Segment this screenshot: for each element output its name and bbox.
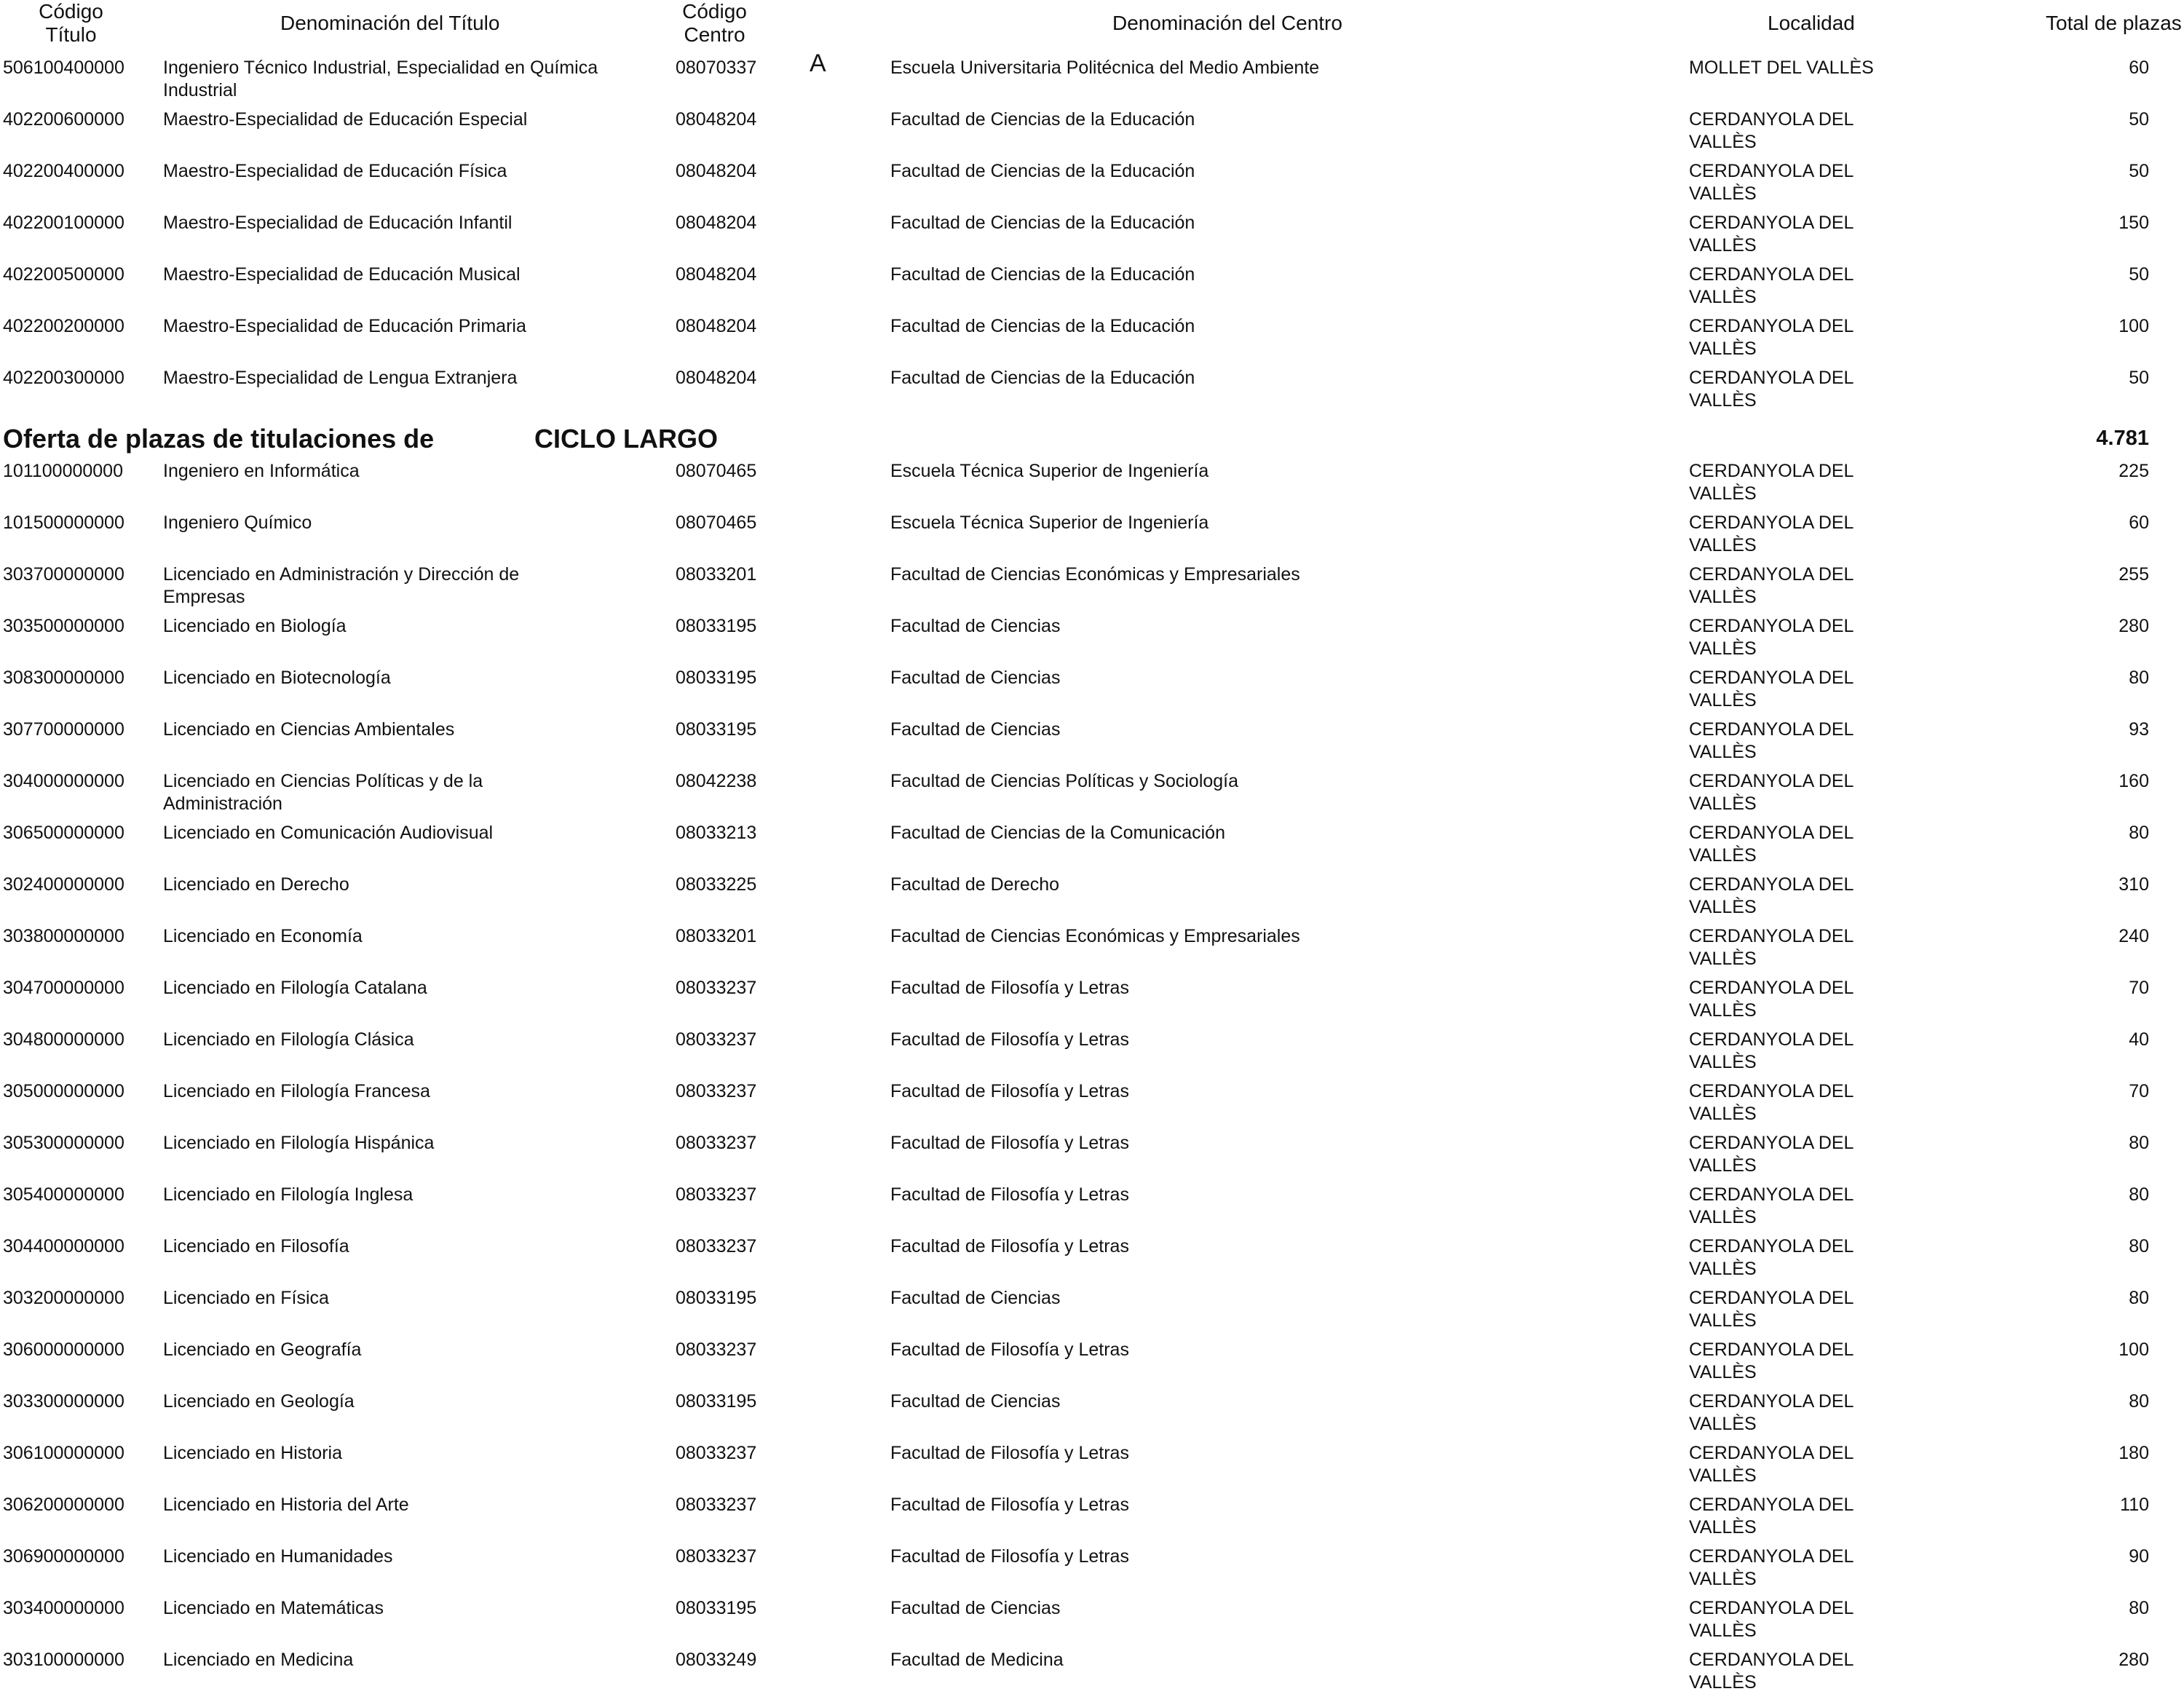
total-plazas: 80 xyxy=(2129,1391,2149,1412)
denominacion-centro: Facultad de Ciencias de la Educación xyxy=(890,316,1195,336)
denominacion-titulo xyxy=(163,160,507,183)
denominacion-titulo-line: Ingeniero en Informática xyxy=(163,461,360,481)
header-codigo-centro-line2: Centro xyxy=(684,23,745,46)
codigo-titulo: 306900000000 xyxy=(3,1546,124,1567)
codigo-titulo: 304000000000 xyxy=(3,771,124,791)
denominacion-centro: Facultad de Ciencias Económicas y Empresariales xyxy=(890,564,1300,585)
localidad xyxy=(1689,1390,1907,1436)
total-plazas: 90 xyxy=(2129,1546,2149,1567)
denominacion-titulo xyxy=(163,512,312,534)
denominacion-titulo-line: Licenciado en Filología Catalana xyxy=(163,978,427,998)
denominacion-titulo-line: Licenciado en Historia xyxy=(163,1443,342,1463)
codigo-centro: 08033201 xyxy=(676,564,757,585)
localidad-line: VALLÈS xyxy=(1689,483,1757,504)
localidad xyxy=(1689,1132,1907,1177)
denominacion-centro: Escuela Técnica Superior de Ingeniería xyxy=(890,461,1209,481)
total-plazas: 60 xyxy=(2129,58,2149,78)
total-plazas: 255 xyxy=(2118,564,2149,585)
denominacion-titulo-line: Licenciado en Filología Clásica xyxy=(163,1029,414,1050)
denominacion-centro: Escuela Técnica Superior de Ingeniería xyxy=(890,512,1209,533)
codigo-centro: 08033237 xyxy=(676,1443,757,1463)
codigo-centro: 08033237 xyxy=(676,1133,757,1153)
denominacion-titulo xyxy=(163,770,483,815)
denominacion-titulo xyxy=(163,1649,353,1671)
localidad xyxy=(1689,770,1907,815)
localidad-line: VALLÈS xyxy=(1689,287,1757,307)
localidad-line: CERDANYOLA DEL xyxy=(1689,1495,1854,1515)
localidad-line: CERDANYOLA DEL xyxy=(1689,512,1854,533)
denominacion-centro: Facultad de Ciencias de la Educación xyxy=(890,368,1195,388)
localidad-line: CERDANYOLA DEL xyxy=(1689,1236,1854,1256)
denominacion-titulo xyxy=(163,460,360,483)
codigo-centro: 08033195 xyxy=(676,668,757,688)
denominacion-titulo-line: Licenciado en Ciencias Políticas y de la xyxy=(163,771,483,791)
codigo-centro: 08048204 xyxy=(676,161,757,181)
codigo-titulo: 402200300000 xyxy=(3,368,124,388)
codigo-centro: 08033213 xyxy=(676,823,757,843)
denominacion-centro: Facultad de Filosofía y Letras xyxy=(890,1029,1129,1050)
localidad xyxy=(1689,1029,1907,1074)
total-plazas: 40 xyxy=(2129,1029,2149,1050)
section-cycle: CICLO LARGO xyxy=(534,424,718,454)
localidad-line: CERDANYOLA DEL xyxy=(1689,771,1854,791)
localidad-line: CERDANYOLA DEL xyxy=(1689,1546,1854,1567)
denominacion-titulo-line: Licenciado en Derecho xyxy=(163,874,349,895)
codigo-centro: 08048204 xyxy=(676,264,757,285)
localidad xyxy=(1689,563,1907,609)
denominacion-titulo xyxy=(163,1235,349,1258)
denominacion-titulo xyxy=(163,367,517,389)
localidad-line: VALLÈS xyxy=(1689,742,1757,762)
codigo-titulo: 303400000000 xyxy=(3,1598,124,1618)
localidad-line: CERDANYOLA DEL xyxy=(1689,109,1854,130)
total-plazas: 50 xyxy=(2129,264,2149,285)
denominacion-centro: Facultad de Ciencias de la Educación xyxy=(890,161,1195,181)
centro-flag: A xyxy=(810,50,826,77)
total-plazas: 80 xyxy=(2129,1236,2149,1256)
localidad xyxy=(1689,822,1907,867)
denominacion-titulo-line: Licenciado en Administración y Dirección de xyxy=(163,564,520,585)
localidad xyxy=(1689,615,1907,660)
total-plazas: 80 xyxy=(2129,1288,2149,1308)
localidad-line: CERDANYOLA DEL xyxy=(1689,1184,1854,1205)
codigo-centro: 08033237 xyxy=(676,978,757,998)
codigo-titulo: 303200000000 xyxy=(3,1288,124,1308)
codigo-titulo: 303100000000 xyxy=(3,1650,124,1670)
total-plazas: 225 xyxy=(2118,461,2149,481)
total-plazas: 160 xyxy=(2118,771,2149,791)
codigo-titulo: 306500000000 xyxy=(3,823,124,843)
denominacion-titulo-line: Empresas xyxy=(163,587,245,607)
denominacion-titulo xyxy=(163,1545,393,1568)
localidad-line: VALLÈS xyxy=(1689,1259,1757,1279)
codigo-titulo: 402200600000 xyxy=(3,109,124,130)
total-plazas: 80 xyxy=(2129,823,2149,843)
denominacion-centro: Facultad de Derecho xyxy=(890,874,1060,895)
localidad xyxy=(1689,367,1907,412)
header-denominacion-titulo: Denominación del Título xyxy=(280,12,500,34)
codigo-centro: 08033195 xyxy=(676,616,757,636)
denominacion-centro: Facultad de Filosofía y Letras xyxy=(890,1339,1129,1360)
localidad-line: VALLÈS xyxy=(1689,1672,1757,1693)
denominacion-titulo-line: Licenciado en Ciencias Ambientales xyxy=(163,719,455,740)
header-codigo-centro xyxy=(665,0,764,47)
localidad xyxy=(1689,1287,1907,1332)
codigo-titulo: 506100400000 xyxy=(3,58,124,78)
denominacion-titulo xyxy=(163,1390,355,1413)
codigo-titulo: 101500000000 xyxy=(3,512,124,533)
localidad-line: VALLÈS xyxy=(1689,1362,1757,1382)
localidad-line: VALLÈS xyxy=(1689,587,1757,607)
localidad xyxy=(1689,57,1907,79)
localidad-line: CERDANYOLA DEL xyxy=(1689,461,1854,481)
denominacion-titulo-line: Industrial xyxy=(163,80,237,100)
localidad-line: CERDANYOLA DEL xyxy=(1689,264,1854,285)
localidad xyxy=(1689,1184,1907,1229)
total-plazas: 110 xyxy=(2120,1495,2149,1515)
localidad-line: CERDANYOLA DEL xyxy=(1689,1339,1854,1360)
localidad-line: VALLÈS xyxy=(1689,132,1757,152)
codigo-centro: 08048204 xyxy=(676,109,757,130)
localidad-line: VALLÈS xyxy=(1689,1465,1757,1486)
denominacion-centro: Facultad de Ciencias de la Educación xyxy=(890,264,1195,285)
localidad xyxy=(1689,1597,1907,1642)
codigo-titulo: 304400000000 xyxy=(3,1236,124,1256)
localidad xyxy=(1689,212,1907,257)
localidad-line: CERDANYOLA DEL xyxy=(1689,213,1854,233)
codigo-titulo: 303700000000 xyxy=(3,564,124,585)
denominacion-centro: Facultad de Filosofía y Letras xyxy=(890,1443,1129,1463)
header-codigo-titulo-line2: Título xyxy=(45,23,97,46)
denominacion-titulo-line: Licenciado en Geología xyxy=(163,1391,355,1412)
denominacion-centro: Facultad de Filosofía y Letras xyxy=(890,1236,1129,1256)
localidad xyxy=(1689,925,1907,970)
localidad-line: VALLÈS xyxy=(1689,1104,1757,1124)
codigo-titulo: 307700000000 xyxy=(3,719,124,740)
localidad-line: CERDANYOLA DEL xyxy=(1689,874,1854,895)
codigo-centro: 08048204 xyxy=(676,368,757,388)
total-plazas: 70 xyxy=(2129,978,2149,998)
denominacion-titulo-line: Licenciado en Humanidades xyxy=(163,1546,393,1567)
codigo-titulo: 305300000000 xyxy=(3,1133,124,1153)
section-title: Oferta de plazas de titulaciones de xyxy=(3,424,435,454)
denominacion-titulo xyxy=(163,264,521,286)
localidad-line: CERDANYOLA DEL xyxy=(1689,926,1854,946)
denominacion-titulo-line: Licenciado en Filología Francesa xyxy=(163,1081,430,1101)
localidad-line: CERDANYOLA DEL xyxy=(1689,161,1854,181)
localidad xyxy=(1689,315,1907,360)
localidad-line: VALLÈS xyxy=(1689,235,1757,256)
denominacion-centro: Facultad de Ciencias xyxy=(890,1598,1061,1618)
denominacion-titulo xyxy=(163,1029,414,1051)
denominacion-titulo-line: Maestro-Especialidad de Educación Musical xyxy=(163,264,521,285)
denominacion-centro: Facultad de Filosofía y Letras xyxy=(890,1133,1129,1153)
denominacion-titulo xyxy=(163,1287,329,1310)
localidad xyxy=(1689,719,1907,764)
codigo-titulo: 303500000000 xyxy=(3,616,124,636)
localidad-line: VALLÈS xyxy=(1689,183,1757,204)
denominacion-titulo-line: Maestro-Especialidad de Educación Infantil xyxy=(163,213,513,233)
denominacion-titulo xyxy=(163,615,347,638)
localidad-line: CERDANYOLA DEL xyxy=(1689,1391,1854,1412)
localidad-line: CERDANYOLA DEL xyxy=(1689,978,1854,998)
denominacion-titulo-line: Licenciado en Matemáticas xyxy=(163,1598,384,1618)
denominacion-titulo xyxy=(163,212,512,234)
total-plazas: 280 xyxy=(2118,616,2149,636)
denominacion-titulo xyxy=(163,315,526,338)
total-plazas: 150 xyxy=(2118,213,2149,233)
codigo-titulo: 101100000000 xyxy=(3,461,123,481)
total-plazas: 240 xyxy=(2118,926,2149,946)
denominacion-titulo-line: Licenciado en Comunicación Audiovisual xyxy=(163,823,494,843)
denominacion-titulo xyxy=(163,1184,413,1206)
denominacion-titulo xyxy=(163,1494,409,1516)
localidad xyxy=(1689,1649,1907,1694)
localidad-line: VALLÈS xyxy=(1689,1517,1757,1537)
codigo-centro: 08033201 xyxy=(676,926,757,946)
denominacion-titulo xyxy=(163,977,427,1000)
denominacion-titulo xyxy=(163,563,519,609)
denominacion-centro: Facultad de Ciencias Económicas y Empresariales xyxy=(890,926,1300,946)
localidad xyxy=(1689,1339,1907,1384)
total-plazas: 180 xyxy=(2118,1443,2149,1463)
localidad-line: VALLÈS xyxy=(1689,1620,1757,1641)
codigo-centro: 08070337 xyxy=(676,58,757,78)
localidad-line: CERDANYOLA DEL xyxy=(1689,668,1854,688)
total-plazas: 80 xyxy=(2129,1598,2149,1618)
header-codigo-centro-line1: Código xyxy=(682,0,747,23)
codigo-titulo: 303800000000 xyxy=(3,926,124,946)
denominacion-titulo xyxy=(163,1442,342,1465)
localidad-line: VALLÈS xyxy=(1689,690,1757,711)
denominacion-centro: Facultad de Filosofía y Letras xyxy=(890,1184,1129,1205)
codigo-titulo: 402200100000 xyxy=(3,213,124,233)
localidad xyxy=(1689,667,1907,712)
denominacion-titulo-line: Licenciado en Biotecnología xyxy=(163,668,391,688)
codigo-titulo: 402200500000 xyxy=(3,264,124,285)
denominacion-titulo xyxy=(163,719,454,741)
total-plazas: 100 xyxy=(2118,316,2149,336)
localidad-line: CERDANYOLA DEL xyxy=(1689,1598,1854,1618)
denominacion-centro: Escuela Universitaria Politécnica del Medio Ambiente xyxy=(890,58,1320,78)
localidad-line: VALLÈS xyxy=(1689,1052,1757,1072)
total-plazas: 310 xyxy=(2118,874,2149,895)
denominacion-titulo-line: Licenciado en Historia del Arte xyxy=(163,1495,409,1515)
denominacion-titulo-line: Licenciado en Geografía xyxy=(163,1339,362,1360)
codigo-titulo: 305000000000 xyxy=(3,1081,124,1101)
denominacion-titulo xyxy=(163,925,363,948)
codigo-centro: 08033237 xyxy=(676,1081,757,1101)
codigo-titulo: 303300000000 xyxy=(3,1391,124,1412)
codigo-centro: 08048204 xyxy=(676,213,757,233)
localidad-line: CERDANYOLA DEL xyxy=(1689,316,1854,336)
localidad xyxy=(1689,874,1907,919)
localidad-line: MOLLET DEL VALLÈS xyxy=(1689,58,1874,78)
denominacion-titulo xyxy=(163,874,349,896)
codigo-centro: 08033195 xyxy=(676,1288,757,1308)
codigo-titulo: 304700000000 xyxy=(3,978,124,998)
codigo-titulo: 304800000000 xyxy=(3,1029,124,1050)
denominacion-centro: Facultad de Ciencias Políticas y Sociología xyxy=(890,771,1239,791)
total-plazas: 280 xyxy=(2118,1650,2149,1670)
localidad xyxy=(1689,108,1907,154)
total-plazas: 60 xyxy=(2129,512,2149,533)
total-plazas: 93 xyxy=(2129,719,2149,740)
codigo-titulo: 402200400000 xyxy=(3,161,124,181)
denominacion-titulo xyxy=(163,1080,430,1103)
denominacion-titulo-line: Administración xyxy=(163,793,282,814)
denominacion-centro: Facultad de Ciencias de la Comunicación xyxy=(890,823,1225,843)
localidad-line: VALLÈS xyxy=(1689,793,1757,814)
denominacion-titulo-line: Licenciado en Filosofía xyxy=(163,1236,349,1256)
total-plazas: 70 xyxy=(2129,1081,2149,1101)
localidad-line: VALLÈS xyxy=(1689,1155,1757,1176)
codigo-centro: 08070465 xyxy=(676,461,757,481)
denominacion-centro: Facultad de Ciencias de la Educación xyxy=(890,213,1195,233)
localidad xyxy=(1689,1080,1907,1125)
header-denominacion-centro: Denominación del Centro xyxy=(1112,12,1342,34)
localidad-line: VALLÈS xyxy=(1689,845,1757,866)
localidad-line: CERDANYOLA DEL xyxy=(1689,368,1854,388)
denominacion-titulo-line: Maestro-Especialidad de Lengua Extranjera xyxy=(163,368,518,388)
localidad xyxy=(1689,460,1907,505)
localidad-line: CERDANYOLA DEL xyxy=(1689,823,1854,843)
localidad xyxy=(1689,512,1907,557)
denominacion-titulo-line: Licenciado en Filología Inglesa xyxy=(163,1184,414,1205)
denominacion-centro: Facultad de Ciencias xyxy=(890,668,1061,688)
denominacion-titulo-line: Ingeniero Químico xyxy=(163,512,312,533)
localidad-line: CERDANYOLA DEL xyxy=(1689,1443,1854,1463)
header-codigo-titulo xyxy=(22,0,120,47)
codigo-titulo: 306100000000 xyxy=(3,1443,124,1463)
localidad-line: CERDANYOLA DEL xyxy=(1689,564,1854,585)
denominacion-titulo-line: Licenciado en Biología xyxy=(163,616,347,636)
codigo-titulo: 306200000000 xyxy=(3,1495,124,1515)
localidad-line: VALLÈS xyxy=(1689,897,1757,917)
codigo-centro: 08070465 xyxy=(676,512,757,533)
localidad-line: VALLÈS xyxy=(1689,1569,1757,1589)
denominacion-titulo xyxy=(163,1132,434,1155)
localidad-line: VALLÈS xyxy=(1689,638,1757,659)
codigo-centro: 08033195 xyxy=(676,719,757,740)
codigo-centro: 08033195 xyxy=(676,1391,757,1412)
localidad-line: CERDANYOLA DEL xyxy=(1689,1133,1854,1153)
codigo-centro: 08033237 xyxy=(676,1495,757,1515)
codigo-centro: 08033237 xyxy=(676,1546,757,1567)
localidad-line: VALLÈS xyxy=(1689,1414,1757,1434)
denominacion-centro: Facultad de Filosofía y Letras xyxy=(890,978,1129,998)
localidad-line: CERDANYOLA DEL xyxy=(1689,719,1854,740)
codigo-centro: 08033237 xyxy=(676,1236,757,1256)
codigo-centro: 08033249 xyxy=(676,1650,757,1670)
codigo-titulo: 402200200000 xyxy=(3,316,124,336)
codigo-centro: 08033237 xyxy=(676,1339,757,1360)
codigo-titulo: 305400000000 xyxy=(3,1184,124,1205)
total-plazas: 80 xyxy=(2129,668,2149,688)
denominacion-centro: Facultad de Filosofía y Letras xyxy=(890,1081,1129,1101)
total-plazas: 50 xyxy=(2129,161,2149,181)
header-codigo-titulo-line1: Código xyxy=(39,0,103,23)
localidad-line: CERDANYOLA DEL xyxy=(1689,1081,1854,1101)
denominacion-centro: Facultad de Ciencias xyxy=(890,719,1061,740)
total-plazas: 80 xyxy=(2129,1184,2149,1205)
localidad xyxy=(1689,977,1907,1022)
total-plazas: 50 xyxy=(2129,368,2149,388)
denominacion-centro: Facultad de Filosofía y Letras xyxy=(890,1495,1129,1515)
localidad-line: VALLÈS xyxy=(1689,390,1757,411)
denominacion-titulo xyxy=(163,1339,361,1361)
denominacion-titulo-line: Licenciado en Física xyxy=(163,1288,329,1308)
localidad-line: CERDANYOLA DEL xyxy=(1689,616,1854,636)
localidad-line: VALLÈS xyxy=(1689,1310,1757,1331)
localidad-line: CERDANYOLA DEL xyxy=(1689,1650,1854,1670)
localidad-line: VALLÈS xyxy=(1689,339,1757,359)
total-plazas: 100 xyxy=(2118,1339,2149,1360)
localidad xyxy=(1689,264,1907,309)
section-total: 4.781 xyxy=(2096,427,2149,450)
denominacion-titulo xyxy=(163,822,493,844)
denominacion-titulo-line: Licenciado en Filología Hispánica xyxy=(163,1133,435,1153)
denominacion-titulo-line: Licenciado en Economía xyxy=(163,926,363,946)
localidad xyxy=(1689,1235,1907,1281)
denominacion-titulo xyxy=(163,57,598,102)
denominacion-titulo xyxy=(163,1597,384,1620)
denominacion-titulo xyxy=(163,667,391,689)
denominacion-centro: Facultad de Ciencias xyxy=(890,1391,1061,1412)
codigo-titulo: 302400000000 xyxy=(3,874,124,895)
total-plazas: 80 xyxy=(2129,1133,2149,1153)
denominacion-centro: Facultad de Ciencias de la Educación xyxy=(890,109,1195,130)
localidad xyxy=(1689,1494,1907,1539)
denominacion-centro: Facultad de Medicina xyxy=(890,1650,1064,1670)
localidad-line: VALLÈS xyxy=(1689,949,1757,969)
codigo-titulo: 308300000000 xyxy=(3,668,124,688)
localidad xyxy=(1689,1442,1907,1487)
codigo-centro: 08042238 xyxy=(676,771,757,791)
denominacion-centro: Facultad de Ciencias xyxy=(890,616,1061,636)
localidad-line: VALLÈS xyxy=(1689,1207,1757,1227)
localidad-line: CERDANYOLA DEL xyxy=(1689,1288,1854,1308)
codigo-titulo: 306000000000 xyxy=(3,1339,124,1360)
denominacion-titulo-line: Licenciado en Medicina xyxy=(163,1650,354,1670)
denominacion-titulo-line: Maestro-Especialidad de Educación Primaria xyxy=(163,316,526,336)
codigo-centro: 08033225 xyxy=(676,874,757,895)
denominacion-titulo-line: Maestro-Especialidad de Educación Física xyxy=(163,161,507,181)
codigo-centro: 08048204 xyxy=(676,316,757,336)
codigo-centro: 08033237 xyxy=(676,1029,757,1050)
denominacion-centro: Facultad de Filosofía y Letras xyxy=(890,1546,1129,1567)
denominacion-centro: Facultad de Ciencias xyxy=(890,1288,1061,1308)
localidad-line: CERDANYOLA DEL xyxy=(1689,1029,1854,1050)
denominacion-titulo-line: Ingeniero Técnico Industrial, Especialidad en Química xyxy=(163,58,598,78)
total-plazas: 50 xyxy=(2129,109,2149,130)
localidad-line: VALLÈS xyxy=(1689,1000,1757,1021)
localidad xyxy=(1689,1545,1907,1591)
localidad xyxy=(1689,160,1907,205)
localidad-line: VALLÈS xyxy=(1689,535,1757,555)
header-total-plazas: Total de plazas xyxy=(2046,12,2182,34)
codigo-centro: 08033237 xyxy=(676,1184,757,1205)
denominacion-titulo xyxy=(163,108,527,131)
denominacion-titulo-line: Maestro-Especialidad de Educación Especial xyxy=(163,109,528,130)
codigo-centro: 08033195 xyxy=(676,1598,757,1618)
header-localidad: Localidad xyxy=(1768,12,1855,34)
